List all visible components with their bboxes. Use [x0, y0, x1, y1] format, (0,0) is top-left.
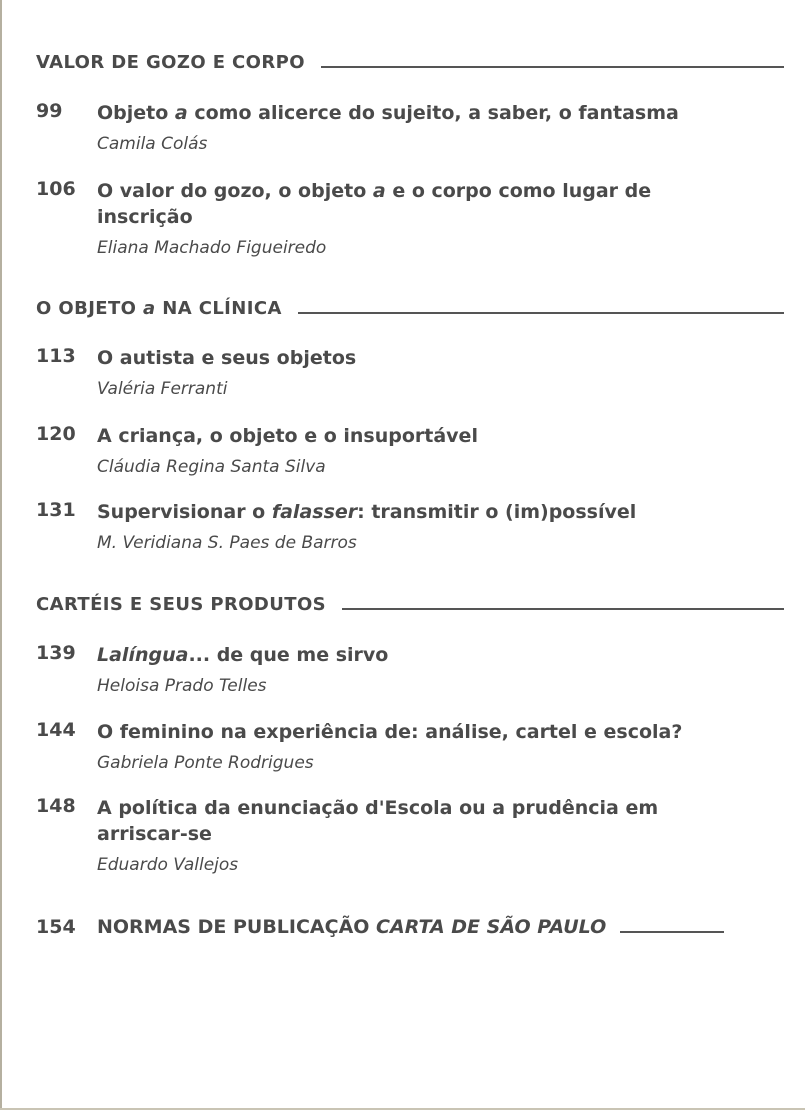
- section-title: O OBJETO a NA CLÍNICA: [36, 298, 282, 319]
- entry-page-number: 120: [36, 423, 76, 445]
- entry-title: Lalíngua... de que me sirvo: [97, 644, 389, 666]
- entry-title: A política da enunciação d'Escola ou a prudência em arriscar-se: [97, 797, 659, 845]
- entry-author: Cláudia Regina Santa Silva: [97, 457, 326, 477]
- page-frame-left: [0, 0, 2, 1110]
- section-title: CARTÉIS E SEUS PRODUTOS: [36, 594, 327, 615]
- section-rule: [342, 608, 784, 610]
- entry-author: Camila Colás: [97, 134, 208, 154]
- entry-title: NORMAS DE PUBLICAÇÃO CARTA DE SÃO PAULO: [97, 916, 607, 938]
- entry-page-number: 139: [36, 642, 76, 664]
- entry-title: Supervisionar o falasser: transmitir o (im)possível: [97, 501, 637, 523]
- entry-page-number: 148: [36, 795, 76, 817]
- entry-title: O autista e seus objetos: [97, 347, 357, 369]
- entry-author: Gabriela Ponte Rodrigues: [97, 753, 314, 773]
- section-heading-valor-de-gozo: [36, 52, 784, 73]
- entry-title: O feminino na experiência de: análise, cartel e escola?: [97, 721, 683, 743]
- final-rule: [620, 931, 724, 933]
- section-title: VALOR DE GOZO E CORPO: [36, 52, 305, 73]
- entry-page-number: 99: [36, 100, 63, 122]
- entry-author: Eduardo Vallejos: [97, 855, 239, 875]
- entry-title: Objeto a como alicerce do sujeito, a saber, o fantasma: [97, 102, 679, 124]
- entry-author: Eliana Machado Figueiredo: [97, 238, 327, 258]
- entry-page-number: 113: [36, 345, 76, 367]
- section-heading-carteis: [36, 594, 784, 615]
- section-heading-objeto-a-na-clinica: [36, 298, 784, 319]
- entry-title: O valor do gozo, o objeto a e o corpo como lugar de inscrição: [97, 180, 652, 228]
- section-rule: [298, 312, 784, 314]
- entry-page-number: 154: [36, 916, 76, 938]
- section-rule: [321, 66, 784, 68]
- entry-page-number: 106: [36, 178, 76, 200]
- entry-author: M. Veridiana S. Paes de Barros: [97, 533, 357, 553]
- entry-title: A criança, o objeto e o insuportável: [97, 425, 478, 447]
- entry-page-number: 144: [36, 719, 76, 741]
- entry-author: Valéria Ferranti: [97, 379, 228, 399]
- entry-author: Heloisa Prado Telles: [97, 676, 267, 696]
- toc-entry-normas[interactable]: [36, 916, 784, 938]
- entry-page-number: 131: [36, 499, 76, 521]
